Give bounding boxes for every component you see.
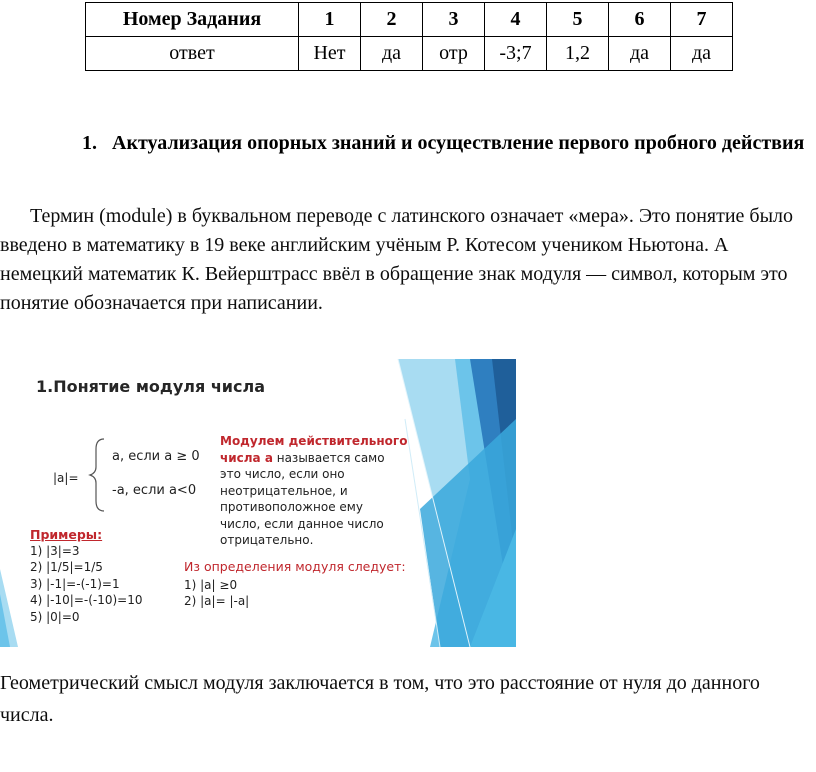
table-header-cell: 1 xyxy=(299,3,361,37)
definition-line: это число, если оно xyxy=(220,467,345,481)
slide-image xyxy=(0,359,516,647)
case-nonnegative: a, если a ≥ 0 xyxy=(112,449,200,464)
definition-term: Модулем действительного xyxy=(220,434,408,448)
table-cell: -3;7 xyxy=(485,37,547,71)
definition-line: противоположное ему xyxy=(220,500,363,514)
examples-title: Примеры: xyxy=(30,527,103,542)
table-cell: ответ xyxy=(86,37,299,71)
table-header-cell: 2 xyxy=(361,3,423,37)
modulus-brace xyxy=(90,439,104,511)
table-header-cell: 7 xyxy=(671,3,733,37)
table-cell: да xyxy=(609,37,671,71)
definition-block xyxy=(220,433,407,549)
definition-line: неотрицательное, и xyxy=(220,483,348,498)
definition-term-2: числа a xyxy=(220,450,273,465)
table-cell: 1,2 xyxy=(547,37,609,71)
geometric-meaning-paragraph: Геометрический смысл модуля заключается в том, что это расстояние от нуля до данного числа. xyxy=(0,672,760,726)
table-cell: да xyxy=(671,37,733,71)
example-item: 2) |1/5|=1/5 xyxy=(30,560,103,575)
follows-item: 2) |a|= |-a| xyxy=(184,594,250,609)
table-header-row xyxy=(86,3,733,37)
follows-item: 1) |a| ≥0 xyxy=(184,578,238,592)
table-header-cell: 5 xyxy=(547,3,609,37)
table-header-cell: 6 xyxy=(609,3,671,37)
table-cell: да xyxy=(361,37,423,71)
answers-table xyxy=(85,2,733,71)
table-header-cell: Номер Задания xyxy=(86,3,299,37)
follows-title: Из определения модуля следует: xyxy=(184,559,406,574)
section-heading xyxy=(82,128,816,159)
follows-list xyxy=(184,577,249,610)
example-item: 3) |-1|=-(-1)=1 xyxy=(30,576,120,591)
definition-text: называется само xyxy=(272,450,385,465)
intro-paragraph xyxy=(0,202,812,318)
section-number: 1. xyxy=(82,132,97,154)
examples-list xyxy=(30,543,143,625)
slide-title: 1.Понятие модуля числа xyxy=(36,377,266,396)
example-item: 5) |0|=0 xyxy=(30,609,80,624)
table-row xyxy=(86,37,733,71)
table-header-cell: 4 xyxy=(485,3,547,37)
case-negative: -a, если a<0 xyxy=(112,483,197,498)
example-item: 1) |3|=3 xyxy=(30,544,80,558)
table-header-cell: 3 xyxy=(423,3,485,37)
table-cell: отр xyxy=(423,37,485,71)
table-cell: Нет xyxy=(299,37,361,71)
modulus-lhs: |a|= xyxy=(53,471,79,485)
intro-paragraph-text: Термин (module) в буквальном переводе с латинского означает «мера». Это понятие было введено в математику в 19 веке английским учёным Р. Котесом учеником Ньютона. А немецкий математик К. Вейерштрасс ввёл в обращение знак модуля — символ, которым это понятие обозначается при написании. xyxy=(0,205,794,314)
section-title: Актуализация опорных знаний и осуществление первого пробного действия xyxy=(112,132,805,154)
definition-line: отрицательно. xyxy=(220,533,314,547)
example-item: 4) |-10|=-(-10)=10 xyxy=(30,593,143,608)
definition-line: число, если данное число xyxy=(220,516,384,531)
